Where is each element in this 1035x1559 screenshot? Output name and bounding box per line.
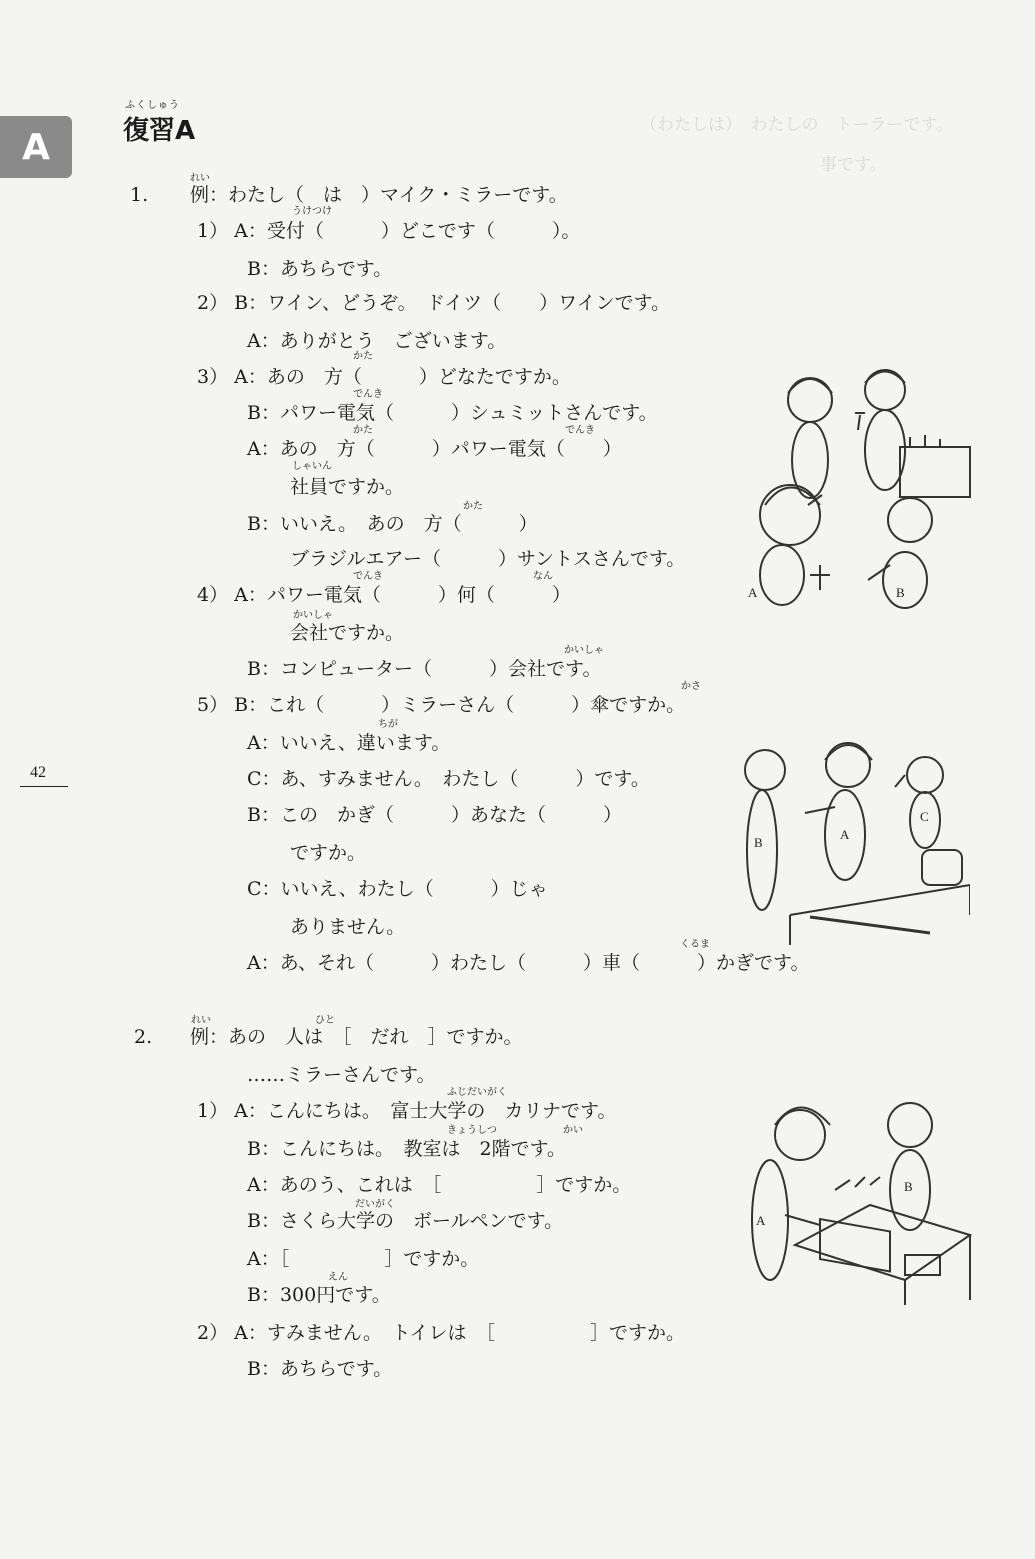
ruby: ふじだいがく (447, 1087, 507, 1098)
title-ruby: ふくしゅう (125, 100, 180, 111)
exercise-line: B：コンピューター（ ）会社です。 (247, 658, 602, 680)
ruby: だいがく (355, 1199, 395, 1210)
exercise-line: 2） B：ワイン、どうぞ。 ドイツ（ ）ワインです。 (197, 292, 671, 314)
ruby: かた (353, 351, 373, 362)
example-line: 例：わたし（ は ）マイク・ミラーです。 (190, 184, 568, 206)
exercise-line: B：パワー電気（ ）シュミットさんです。 (247, 402, 658, 424)
exercise-line: 社員ですか。 (290, 476, 405, 498)
exercise-line: B：こんにちは。 教室は 2階です。 (247, 1138, 567, 1160)
figure-label-c: C (920, 809, 929, 824)
pen-counter-illustration (740, 1095, 980, 1310)
ruby: ひと (315, 1015, 335, 1026)
figure-label-b: B (904, 1179, 913, 1194)
exercise-line: 2） A：すみません。 トイレは ［ ］ですか。 (197, 1322, 686, 1344)
exercise-line: A：ありがとう ございます。 (247, 330, 507, 352)
figure-label-a: A (840, 827, 850, 842)
section-tab[interactable] (0, 116, 72, 178)
figure-label-a: A (756, 1213, 766, 1228)
ruby: かいしゃ (293, 610, 333, 621)
ruby: かい (563, 1125, 583, 1136)
exercise-line: ありません。 (290, 916, 406, 938)
figure-label-b: B (754, 835, 763, 850)
page-number-rule (20, 786, 68, 787)
exercise-line: A：あの 方（ ）パワー電気（ ） (247, 438, 622, 460)
ruby: かた (353, 425, 373, 436)
ruby: れい (190, 173, 210, 184)
exercise-line: 5） B：これ（ ）ミラーさん（ ）傘ですか。 (197, 694, 686, 716)
ruby: かさ (681, 681, 701, 692)
page-title: 復習A (123, 116, 196, 146)
page-number: 42 (30, 764, 46, 781)
exercise-line: B：この かぎ（ ）あなた（ ） (247, 804, 622, 826)
example-answer: ……ミラーさんです。 (247, 1064, 436, 1086)
bleed-through-text: 事です。 (820, 155, 887, 175)
exercise-line: A：いいえ、違います。 (247, 732, 451, 754)
exercise-line: 3） A：あの 方（ ）どなたですか。 (197, 366, 571, 388)
example-line: 例：あの 人は ［ だれ ］ですか。 (190, 1026, 523, 1048)
exercise-line: C：いいえ、わたし（ ）じゃ (247, 878, 548, 900)
exercise-line: 1） A：こんにちは。 富士大学の カリナです。 (197, 1100, 617, 1122)
figure-label-b: B (896, 585, 905, 600)
ruby: でんき (353, 571, 383, 582)
ruby: えん (328, 1272, 348, 1283)
exercise-line: 会社ですか。 (290, 622, 405, 644)
exercise-line: B：あちらです。 (247, 1358, 393, 1380)
figure-label-a: A (748, 585, 758, 600)
exercise-line: B：さくら大学の ボールペンです。 (247, 1210, 564, 1232)
exercise-line: A：あのう、これは ［ ］ですか。 (247, 1174, 632, 1196)
exercise-line: A：あ、それ（ ）わたし（ ）車（ ）かぎです。 (247, 952, 810, 974)
ruby: きょうしつ (447, 1125, 497, 1136)
exercise-line: B：あちらです。 (247, 258, 393, 280)
ruby: なん (533, 571, 553, 582)
exercise-line: B：300円です。 (247, 1284, 391, 1306)
ruby: くるま (680, 939, 710, 950)
ruby: ちが (378, 719, 398, 730)
ruby: うけつけ (292, 206, 332, 217)
people-at-party-illustration (740, 355, 980, 610)
ruby: でんき (565, 425, 595, 436)
exercise-number: 2. (134, 1026, 153, 1048)
ruby: でんき (353, 389, 383, 400)
ruby: しゃいん (292, 461, 332, 472)
ruby: れい (191, 1015, 211, 1026)
exercise-number: 1. (130, 184, 149, 206)
umbrella-key-illustration (730, 735, 970, 945)
exercise-line: 4） A：パワー電気（ ）何（ ） (197, 584, 571, 606)
exercise-line: A：［ ］ですか。 (247, 1248, 480, 1270)
ruby: かいしゃ (564, 645, 604, 656)
bleed-through-text: （わたしは） わたしの トーラーです。 (640, 115, 954, 135)
exercise-line: 1） A：受付（ ）どこです（ ）。 (197, 220, 581, 242)
section-tab-label: A (22, 126, 50, 168)
ruby: かた (463, 501, 483, 512)
exercise-line: C：あ、すみません。 わたし（ ）です。 (247, 768, 650, 790)
exercise-line: ブラジルエアー（ ）サントスさんです。 (290, 548, 686, 570)
exercise-line: ですか。 (290, 842, 367, 864)
exercise-line: B：いいえ。 あの 方（ ） (247, 513, 538, 535)
